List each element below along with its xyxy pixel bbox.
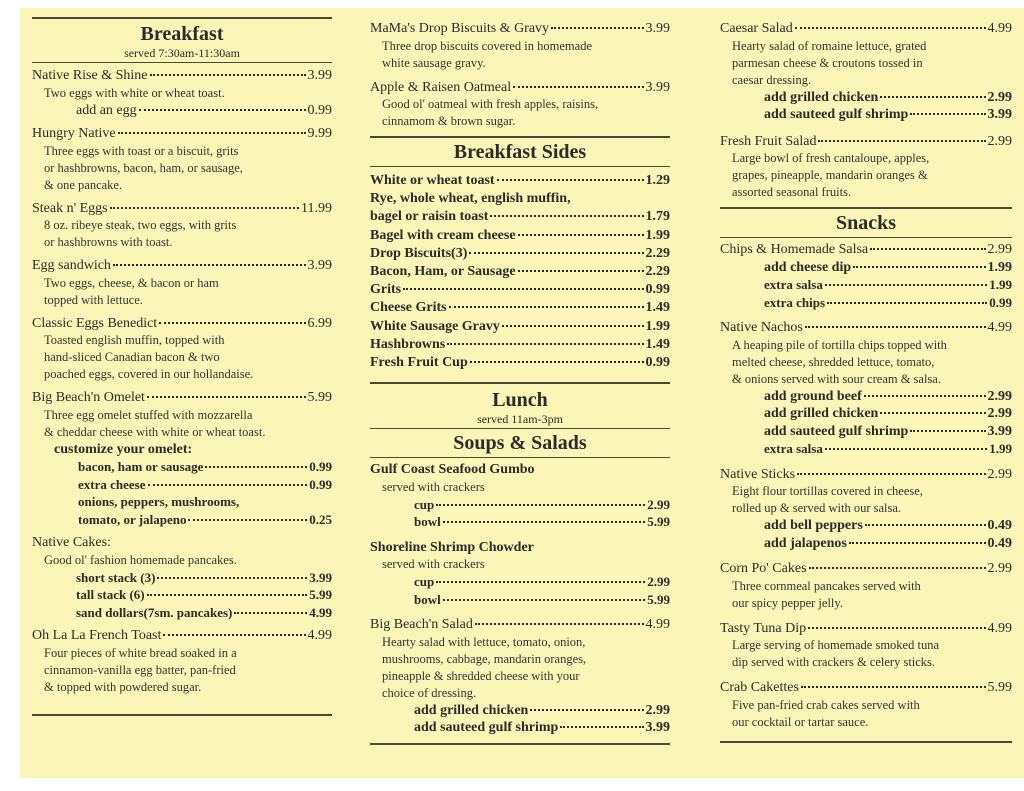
item-price: 4.99 <box>987 21 1012 36</box>
item-desc: Large bowl of fresh cantaloupe, apples, <box>732 151 930 165</box>
item-desc: pineapple & shredded cheese with your <box>382 668 580 683</box>
item-desc: A heaping pile of tortilla chips topped with <box>732 337 947 352</box>
item-desc: hand-sliced Canadian bacon & two <box>44 350 220 364</box>
option-price: 2.99 <box>647 574 670 590</box>
menu-item <box>720 620 1012 672</box>
item-price: 3.99 <box>307 258 332 273</box>
section-rule <box>370 428 670 429</box>
item-desc: Two eggs, cheese, & bacon or ham <box>44 275 219 290</box>
option-price: 2.99 <box>647 496 670 512</box>
addon-name: add sauteed gulf shrimp <box>764 107 909 122</box>
addon-name: add an egg <box>76 102 137 118</box>
option-name: bowl <box>414 591 441 607</box>
addon-name: extra salsa <box>764 277 823 292</box>
item-name: Fresh Fruit Salad <box>720 133 817 149</box>
option-name: onions, peppers, mushrooms, <box>78 494 240 509</box>
side-price: 1.49 <box>645 336 670 352</box>
side-name: Grits <box>370 282 402 298</box>
addon-name: add grilled chicken <box>764 89 879 105</box>
item-price: 5.99 <box>987 680 1012 695</box>
item-name: Apple & Raisen Oatmeal <box>370 79 512 95</box>
side-name: Hashbrowns <box>370 336 446 352</box>
menu-item <box>32 627 332 696</box>
addon-name: add bell peppers <box>764 518 863 533</box>
menu-item <box>720 20 1012 124</box>
option-price: 3.99 <box>309 569 332 585</box>
item-name: Caesar Salad <box>720 21 793 36</box>
side-price: 1.79 <box>645 209 670 225</box>
item-name: Gulf Coast Seafood Gumbo <box>370 462 535 478</box>
item-desc: grapes, pineapple, mandarin oranges & <box>732 168 928 182</box>
column-breakfast <box>32 8 332 716</box>
menu-page <box>20 8 1024 778</box>
item-price: 4.99 <box>307 628 332 643</box>
item-name: Big Beach'n Salad <box>370 617 473 633</box>
side-price: 1.99 <box>645 318 670 334</box>
item-name: Hungry Native <box>32 126 116 141</box>
section-rule <box>370 457 670 458</box>
addon-price: 1.99 <box>987 259 1012 275</box>
section-rule <box>32 62 332 63</box>
item-name: Crab Cakettes <box>720 680 799 695</box>
item-price: 5.99 <box>307 390 332 405</box>
side-price: 0.99 <box>645 282 670 298</box>
addon-price: 2.99 <box>645 702 670 718</box>
addon-name: add ground beef <box>764 388 862 404</box>
addon-name: extra chips <box>764 294 826 310</box>
soups-heading: Soups & Salads <box>453 432 587 455</box>
sides-list <box>370 172 670 372</box>
item-desc: & one pancake. <box>44 177 123 192</box>
item-desc: assorted seasonal fruits. <box>732 185 852 199</box>
item-desc: cinnamon-vanilla egg batter, pan-fried <box>44 662 236 677</box>
menu-item <box>370 539 670 609</box>
option-price: 5.99 <box>309 587 332 602</box>
item-desc: Large serving of homemade smoked tuna <box>732 638 940 652</box>
item-name: Native Rise & Shine <box>32 68 148 83</box>
breakfast-hours: served 7:30am-11:30am <box>124 46 240 60</box>
option-name: short stack (3) <box>76 569 156 585</box>
menu-item <box>720 560 1012 612</box>
option-price: 4.99 <box>309 604 332 620</box>
item-desc: Good ol' oatmeal with fresh apples, raisins, <box>382 97 599 111</box>
addon-price: 3.99 <box>987 423 1012 439</box>
item-desc: topped with lettuce. <box>44 292 143 307</box>
side-name: Bagel with cream cheese <box>370 227 516 243</box>
side-price: 1.99 <box>645 227 670 243</box>
item-desc: Three eggs with toast or a biscuit, grits <box>44 143 239 158</box>
item-name: Oh La La French Toast <box>32 628 162 643</box>
addon-name: extra salsa <box>764 441 823 456</box>
addon-price: 1.99 <box>989 277 1012 292</box>
item-desc: parmesan cheese & croutons tossed in <box>732 55 923 70</box>
menu-item <box>370 616 670 737</box>
menu-item <box>370 461 670 531</box>
menu-item <box>720 133 1012 202</box>
side-price: 1.29 <box>645 173 670 188</box>
option-name: tomato, or jalapeno <box>78 511 187 527</box>
side-price: 2.29 <box>645 264 670 280</box>
item-price: 2.99 <box>987 242 1012 257</box>
column-middle <box>370 8 670 745</box>
item-desc: Good ol' fashion homemade pancakes. <box>44 552 237 567</box>
item-name: Shoreline Shrimp Chowder <box>370 539 534 555</box>
option-price: 0.99 <box>309 476 332 492</box>
section-rule <box>370 136 670 138</box>
option-name: bowl <box>414 514 441 530</box>
addon-price: 0.99 <box>989 294 1012 310</box>
item-name: Egg sandwich <box>32 258 111 273</box>
item-desc: 8 oz. ribeye steak, two eggs, with grits <box>44 218 237 232</box>
side-name: White Sausage Gravy <box>370 318 500 334</box>
item-name: Chips & Homemade Salsa <box>720 242 869 257</box>
item-name: MaMa's Drop Biscuits & Gravy <box>370 21 550 36</box>
menu-item <box>32 67 332 119</box>
section-rule <box>32 714 332 716</box>
item-name: Native Cakes: <box>32 535 111 550</box>
addon-price: 3.99 <box>987 107 1012 122</box>
option-price: 5.99 <box>647 514 670 530</box>
item-desc: cinnamom & brown sugar. <box>382 114 516 128</box>
section-rule <box>370 743 670 745</box>
side-name: Cheese Grits <box>370 300 447 316</box>
addon-name: add jalapenos <box>764 535 847 551</box>
column-right <box>720 8 1012 743</box>
option-name: extra cheese <box>78 476 146 492</box>
menu-item <box>370 79 670 131</box>
item-desc: served with crackers <box>382 557 485 572</box>
menu-item <box>32 200 332 252</box>
addon-name: add cheese dip <box>764 259 852 275</box>
item-name: Native Sticks <box>720 466 796 482</box>
item-price: 3.99 <box>645 79 670 95</box>
addon-price: 0.99 <box>307 102 332 118</box>
section-rule <box>370 166 670 167</box>
option-price: 5.99 <box>647 591 670 607</box>
item-desc: caesar dressing. <box>732 72 812 87</box>
addon-name: add grilled chicken <box>414 702 529 718</box>
item-desc: Three drop biscuits covered in homemade <box>382 38 592 53</box>
lunch-heading: Lunch <box>492 389 548 412</box>
item-desc: Hearty salad with lettuce, tomato, onion, <box>382 634 586 649</box>
menu-item <box>32 534 332 621</box>
option-name: bacon, ham or sausage <box>78 459 204 474</box>
item-desc: Three egg omelet stuffed with mozzarella <box>44 407 253 422</box>
menu-item <box>32 125 332 194</box>
menu-item <box>32 315 332 384</box>
side-name: Bacon, Ham, or Sausage <box>370 264 516 280</box>
item-price: 6.99 <box>307 315 332 331</box>
item-desc: dip served with crackers & celery sticks. <box>732 655 936 669</box>
menu-item <box>720 241 1012 311</box>
addon-price: 2.99 <box>987 406 1012 421</box>
addon-name: add sauteed gulf shrimp <box>414 720 559 736</box>
item-desc: Toasted english muffin, topped with <box>44 333 225 347</box>
menu-item <box>720 679 1012 731</box>
item-price: 9.99 <box>307 126 332 141</box>
side-price: 2.29 <box>645 245 670 261</box>
item-desc: & cheddar cheese with white or wheat toast. <box>44 424 266 439</box>
sides-heading: Breakfast Sides <box>453 141 587 163</box>
item-desc: mushrooms, cabbage, mandarin oranges, <box>382 651 587 666</box>
option-name: sand dollars(7sm. pancakes) <box>76 604 233 620</box>
item-desc: our spicy pepper jelly. <box>732 595 843 610</box>
addon-price: 2.99 <box>987 388 1012 404</box>
item-desc: rolled up & served with our salsa. <box>732 501 902 515</box>
item-desc: our cocktail or tartar sauce. <box>732 714 869 729</box>
item-desc: & topped with powdered sugar. <box>44 679 202 694</box>
addon-price: 3.99 <box>645 720 670 736</box>
item-desc: choice of dressing. <box>382 685 477 700</box>
customize-label: customize your omelet: <box>54 441 193 457</box>
addon-price: 0.49 <box>987 518 1012 533</box>
side-price: 0.99 <box>645 355 670 371</box>
breakfast-heading: Breakfast <box>140 23 224 45</box>
item-name: Steak n' Eggs <box>32 200 108 216</box>
item-price: 3.99 <box>645 21 670 36</box>
option-name: cup <box>414 496 435 512</box>
item-desc: Three cornmeal pancakes served with <box>732 578 921 593</box>
item-name: Classic Eggs Benedict <box>32 315 158 331</box>
item-price: 3.99 <box>307 68 332 83</box>
option-name: cup <box>414 574 435 590</box>
menu-item <box>32 257 332 309</box>
snacks-heading: Snacks <box>835 212 897 234</box>
addon-price: 1.99 <box>989 441 1012 456</box>
menu-item <box>720 319 1012 458</box>
item-name: Corn Po' Cakes <box>720 561 807 576</box>
side-price: 1.49 <box>645 300 670 316</box>
item-desc: Four pieces of white bread soaked in a <box>44 645 237 660</box>
item-price: 11.99 <box>301 200 332 216</box>
option-price: 0.99 <box>309 459 332 474</box>
section-rule <box>370 382 670 384</box>
option-name: tall stack (6) <box>76 587 145 602</box>
item-price: 2.99 <box>987 133 1012 149</box>
item-desc: Two eggs with white or wheat toast. <box>44 85 225 100</box>
item-price: 4.99 <box>987 620 1012 636</box>
item-name: Tasty Tuna Dip <box>720 620 807 636</box>
item-desc: or hashbrowns with toast. <box>44 235 173 249</box>
item-name: Big Beach'n Omelet <box>32 390 145 405</box>
item-desc: melted cheese, shredded lettuce, tomato, <box>732 354 935 369</box>
item-price: 4.99 <box>987 320 1012 335</box>
item-desc: poached eggs, covered in our hollandaise. <box>44 367 254 381</box>
item-name: Native Nachos <box>720 320 803 335</box>
item-price: 2.99 <box>987 561 1012 576</box>
lunch-hours: served 11am-3pm <box>477 412 563 427</box>
item-desc: Five pan-fried crab cakes served with <box>732 697 920 712</box>
addon-name: add sauteed gulf shrimp <box>764 423 909 439</box>
item-price: 4.99 <box>645 617 670 633</box>
menu-item <box>370 20 670 72</box>
menu-item <box>720 466 1012 553</box>
side-name: Fresh Fruit Cup <box>370 355 468 371</box>
section-rule <box>32 17 332 19</box>
side-name: Rye, whole wheat, english muffin, <box>370 191 571 207</box>
item-desc: Hearty salad of romaine lettuce, grated <box>732 38 927 53</box>
side-name: Drop Biscuits(3) <box>370 245 468 261</box>
side-name: White or wheat toast <box>370 173 495 188</box>
option-price: 0.25 <box>309 511 332 527</box>
item-desc: Eight flour tortillas covered in cheese, <box>732 484 923 498</box>
item-desc: served with crackers <box>382 479 485 494</box>
addon-price: 0.49 <box>987 535 1012 551</box>
item-desc: or hashbrowns, bacon, ham, or sausage, <box>44 160 243 175</box>
item-desc: & onions served with sour cream & salsa. <box>732 371 941 386</box>
addon-name: add grilled chicken <box>764 406 879 421</box>
addon-price: 2.99 <box>987 89 1012 105</box>
item-desc: white sausage gravy. <box>382 55 486 70</box>
section-rule <box>720 207 1012 209</box>
section-rule <box>720 741 1012 743</box>
item-price: 2.99 <box>987 466 1012 482</box>
menu-item <box>32 389 332 528</box>
side-name: bagel or raisin toast <box>370 209 489 225</box>
section-rule <box>720 237 1012 238</box>
